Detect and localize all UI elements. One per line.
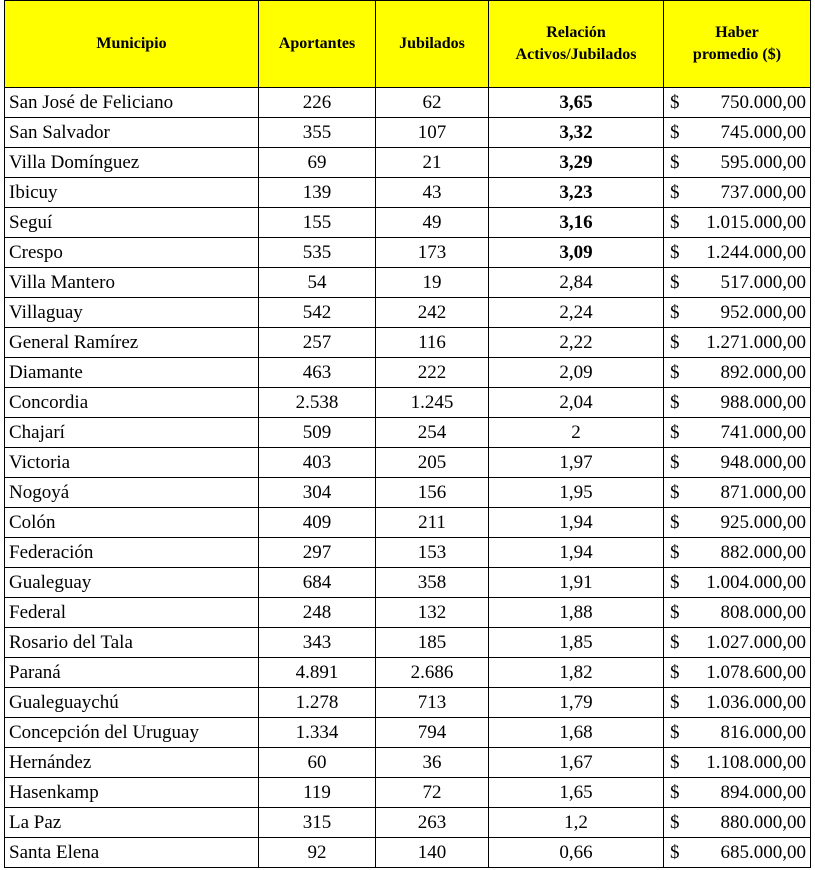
haber-amount: 745.000,00 <box>720 121 806 143</box>
table-row <box>5 538 811 568</box>
cell-aportantes: 4.891 <box>259 658 376 688</box>
cell-aportantes: 1.334 <box>259 718 376 748</box>
currency-symbol: $ <box>670 811 680 833</box>
currency-symbol: $ <box>670 661 680 683</box>
haber-value-wrap <box>670 212 806 234</box>
table-header <box>5 1 811 88</box>
cell-municipio: Crespo <box>5 238 259 268</box>
cell-relacion: 2 <box>489 418 664 448</box>
header-jubilados: Jubilados <box>376 1 489 88</box>
haber-value-wrap <box>670 512 806 534</box>
cell-jubilados: 116 <box>376 328 489 358</box>
cell-relacion: 3,23 <box>489 178 664 208</box>
table-row <box>5 808 811 838</box>
header-haber <box>664 1 811 88</box>
cell-municipio: Victoria <box>5 448 259 478</box>
haber-value-wrap <box>670 362 806 384</box>
haber-amount: 1.078.600,00 <box>706 661 806 683</box>
cell-aportantes: 304 <box>259 478 376 508</box>
cell-jubilados: 211 <box>376 508 489 538</box>
cell-aportantes: 403 <box>259 448 376 478</box>
cell-municipio: Colón <box>5 508 259 538</box>
cell-relacion: 1,85 <box>489 628 664 658</box>
table-body <box>5 88 811 868</box>
cell-jubilados: 153 <box>376 538 489 568</box>
cell-aportantes: 257 <box>259 328 376 358</box>
header-municipio: Municipio <box>5 1 259 88</box>
currency-symbol: $ <box>670 331 680 353</box>
cell-jubilados: 205 <box>376 448 489 478</box>
cell-haber <box>664 118 811 148</box>
table-row <box>5 448 811 478</box>
cell-jubilados: 173 <box>376 238 489 268</box>
cell-haber <box>664 178 811 208</box>
haber-value-wrap <box>670 392 806 414</box>
header-haber-line1: Haber <box>715 24 759 41</box>
haber-amount: 871.000,00 <box>720 481 806 503</box>
cell-municipio: Nogoyá <box>5 478 259 508</box>
table-row <box>5 268 811 298</box>
haber-amount: 1.271.000,00 <box>706 331 806 353</box>
retirement-ratio-table <box>4 0 811 868</box>
currency-symbol: $ <box>670 841 680 863</box>
table-row <box>5 658 811 688</box>
cell-municipio: General Ramírez <box>5 328 259 358</box>
haber-amount: 894.000,00 <box>720 781 806 803</box>
cell-aportantes: 92 <box>259 838 376 868</box>
cell-municipio: San Salvador <box>5 118 259 148</box>
cell-relacion: 1,65 <box>489 778 664 808</box>
haber-amount: 595.000,00 <box>720 151 806 173</box>
table-row <box>5 628 811 658</box>
cell-jubilados: 43 <box>376 178 489 208</box>
haber-amount: 685.000,00 <box>720 841 806 863</box>
cell-jubilados: 132 <box>376 598 489 628</box>
currency-symbol: $ <box>670 721 680 743</box>
haber-value-wrap <box>670 422 806 444</box>
cell-haber <box>664 388 811 418</box>
header-relacion-line2: Activos/Jubilados <box>515 46 637 63</box>
header-relacion <box>489 1 664 88</box>
cell-municipio: San José de Feliciano <box>5 88 259 118</box>
cell-haber <box>664 748 811 778</box>
table-row <box>5 118 811 148</box>
cell-aportantes: 54 <box>259 268 376 298</box>
cell-haber <box>664 778 811 808</box>
cell-haber <box>664 358 811 388</box>
table-row <box>5 388 811 418</box>
currency-symbol: $ <box>670 271 680 293</box>
cell-aportantes: 684 <box>259 568 376 598</box>
cell-jubilados: 36 <box>376 748 489 778</box>
haber-amount: 1.244.000,00 <box>706 241 806 263</box>
currency-symbol: $ <box>670 391 680 413</box>
cell-jubilados: 242 <box>376 298 489 328</box>
cell-jubilados: 49 <box>376 208 489 238</box>
cell-aportantes: 60 <box>259 748 376 778</box>
currency-symbol: $ <box>670 151 680 173</box>
cell-haber <box>664 508 811 538</box>
currency-symbol: $ <box>670 181 680 203</box>
haber-amount: 1.015.000,00 <box>706 211 806 233</box>
cell-aportantes: 409 <box>259 508 376 538</box>
cell-relacion: 1,2 <box>489 808 664 838</box>
haber-amount: 808.000,00 <box>720 601 806 623</box>
cell-haber <box>664 418 811 448</box>
haber-value-wrap <box>670 242 806 264</box>
haber-value-wrap <box>670 782 806 804</box>
cell-relacion: 1,95 <box>489 478 664 508</box>
cell-municipio: Villaguay <box>5 298 259 328</box>
table-row <box>5 598 811 628</box>
cell-relacion: 2,04 <box>489 388 664 418</box>
currency-symbol: $ <box>670 631 680 653</box>
cell-haber <box>664 808 811 838</box>
currency-symbol: $ <box>670 91 680 113</box>
cell-jubilados: 62 <box>376 88 489 118</box>
cell-relacion: 2,24 <box>489 298 664 328</box>
haber-value-wrap <box>670 92 806 114</box>
haber-amount: 948.000,00 <box>720 451 806 473</box>
cell-relacion: 1,82 <box>489 658 664 688</box>
cell-relacion: 3,29 <box>489 148 664 178</box>
cell-relacion: 1,79 <box>489 688 664 718</box>
currency-symbol: $ <box>670 541 680 563</box>
cell-relacion: 1,67 <box>489 748 664 778</box>
cell-jubilados: 254 <box>376 418 489 448</box>
haber-amount: 741.000,00 <box>720 421 806 443</box>
table-row <box>5 748 811 778</box>
haber-value-wrap <box>670 602 806 624</box>
table-row <box>5 328 811 358</box>
cell-aportantes: 155 <box>259 208 376 238</box>
cell-haber <box>664 298 811 328</box>
cell-aportantes: 355 <box>259 118 376 148</box>
cell-relacion: 2,22 <box>489 328 664 358</box>
cell-municipio: Chajarí <box>5 418 259 448</box>
cell-aportantes: 315 <box>259 808 376 838</box>
cell-jubilados: 1.245 <box>376 388 489 418</box>
cell-municipio: Federación <box>5 538 259 568</box>
cell-municipio: Federal <box>5 598 259 628</box>
cell-haber <box>664 208 811 238</box>
cell-aportantes: 297 <box>259 538 376 568</box>
cell-relacion: 3,09 <box>489 238 664 268</box>
cell-municipio: Ibicuy <box>5 178 259 208</box>
cell-jubilados: 713 <box>376 688 489 718</box>
cell-municipio: Santa Elena <box>5 838 259 868</box>
cell-aportantes: 139 <box>259 178 376 208</box>
cell-haber <box>664 268 811 298</box>
haber-amount: 952.000,00 <box>720 301 806 323</box>
cell-municipio: Hasenkamp <box>5 778 259 808</box>
cell-jubilados: 21 <box>376 148 489 178</box>
currency-symbol: $ <box>670 121 680 143</box>
haber-amount: 882.000,00 <box>720 541 806 563</box>
haber-amount: 1.027.000,00 <box>706 631 806 653</box>
currency-symbol: $ <box>670 451 680 473</box>
cell-haber <box>664 598 811 628</box>
haber-value-wrap <box>670 272 806 294</box>
haber-amount: 892.000,00 <box>720 361 806 383</box>
currency-symbol: $ <box>670 241 680 263</box>
haber-value-wrap <box>670 812 806 834</box>
haber-amount: 880.000,00 <box>720 811 806 833</box>
haber-amount: 737.000,00 <box>720 181 806 203</box>
cell-haber <box>664 688 811 718</box>
haber-amount: 750.000,00 <box>720 91 806 113</box>
haber-amount: 988.000,00 <box>720 391 806 413</box>
haber-value-wrap <box>670 482 806 504</box>
haber-value-wrap <box>670 752 806 774</box>
haber-value-wrap <box>670 302 806 324</box>
cell-relacion: 1,88 <box>489 598 664 628</box>
cell-jubilados: 222 <box>376 358 489 388</box>
cell-aportantes: 463 <box>259 358 376 388</box>
cell-municipio: Seguí <box>5 208 259 238</box>
header-haber-line2: promedio ($) <box>692 46 782 63</box>
haber-amount: 517.000,00 <box>720 271 806 293</box>
cell-relacion: 1,94 <box>489 508 664 538</box>
cell-aportantes: 542 <box>259 298 376 328</box>
cell-jubilados: 140 <box>376 838 489 868</box>
table-row <box>5 88 811 118</box>
haber-value-wrap <box>670 152 806 174</box>
currency-symbol: $ <box>670 421 680 443</box>
haber-value-wrap <box>670 332 806 354</box>
currency-symbol: $ <box>670 211 680 233</box>
cell-haber <box>664 148 811 178</box>
haber-value-wrap <box>670 662 806 684</box>
cell-relacion: 1,94 <box>489 538 664 568</box>
haber-value-wrap <box>670 542 806 564</box>
cell-municipio: Concepción del Uruguay <box>5 718 259 748</box>
cell-jubilados: 2.686 <box>376 658 489 688</box>
cell-aportantes: 248 <box>259 598 376 628</box>
table-row <box>5 418 811 448</box>
cell-haber <box>664 448 811 478</box>
currency-symbol: $ <box>670 601 680 623</box>
haber-value-wrap <box>670 692 806 714</box>
table-row <box>5 778 811 808</box>
header-row <box>5 1 811 88</box>
cell-aportantes: 343 <box>259 628 376 658</box>
currency-symbol: $ <box>670 691 680 713</box>
cell-haber <box>664 628 811 658</box>
currency-symbol: $ <box>670 751 680 773</box>
haber-amount: 816.000,00 <box>720 721 806 743</box>
cell-haber <box>664 328 811 358</box>
cell-municipio: Diamante <box>5 358 259 388</box>
cell-municipio: La Paz <box>5 808 259 838</box>
cell-haber <box>664 538 811 568</box>
haber-amount: 925.000,00 <box>720 511 806 533</box>
cell-jubilados: 19 <box>376 268 489 298</box>
haber-value-wrap <box>670 122 806 144</box>
cell-relacion: 0,66 <box>489 838 664 868</box>
currency-symbol: $ <box>670 361 680 383</box>
cell-jubilados: 72 <box>376 778 489 808</box>
cell-municipio: Gualeguay <box>5 568 259 598</box>
table-row <box>5 718 811 748</box>
cell-municipio: Hernández <box>5 748 259 778</box>
cell-relacion: 1,97 <box>489 448 664 478</box>
cell-jubilados: 107 <box>376 118 489 148</box>
currency-symbol: $ <box>670 571 680 593</box>
header-relacion-line1: Relación <box>546 24 606 41</box>
haber-value-wrap <box>670 722 806 744</box>
haber-value-wrap <box>670 572 806 594</box>
haber-value-wrap <box>670 632 806 654</box>
cell-aportantes: 226 <box>259 88 376 118</box>
haber-value-wrap <box>670 182 806 204</box>
table-row <box>5 478 811 508</box>
haber-value-wrap <box>670 452 806 474</box>
cell-municipio: Villa Domínguez <box>5 148 259 178</box>
cell-aportantes: 535 <box>259 238 376 268</box>
cell-municipio: Rosario del Tala <box>5 628 259 658</box>
cell-municipio: Paraná <box>5 658 259 688</box>
table-row <box>5 148 811 178</box>
cell-haber <box>664 838 811 868</box>
table-row <box>5 838 811 868</box>
cell-aportantes: 509 <box>259 418 376 448</box>
cell-aportantes: 69 <box>259 148 376 178</box>
cell-jubilados: 185 <box>376 628 489 658</box>
haber-amount: 1.004.000,00 <box>706 571 806 593</box>
cell-jubilados: 156 <box>376 478 489 508</box>
table-row <box>5 358 811 388</box>
table-row <box>5 178 811 208</box>
currency-symbol: $ <box>670 511 680 533</box>
header-aportantes: Aportantes <box>259 1 376 88</box>
table-row <box>5 208 811 238</box>
currency-symbol: $ <box>670 481 680 503</box>
cell-relacion: 1,91 <box>489 568 664 598</box>
cell-relacion: 2,84 <box>489 268 664 298</box>
cell-jubilados: 358 <box>376 568 489 598</box>
table-row <box>5 688 811 718</box>
cell-haber <box>664 718 811 748</box>
cell-relacion: 1,68 <box>489 718 664 748</box>
currency-symbol: $ <box>670 781 680 803</box>
cell-aportantes: 119 <box>259 778 376 808</box>
table-row <box>5 568 811 598</box>
table-row <box>5 298 811 328</box>
table-row <box>5 238 811 268</box>
haber-amount: 1.036.000,00 <box>706 691 806 713</box>
cell-aportantes: 1.278 <box>259 688 376 718</box>
cell-jubilados: 794 <box>376 718 489 748</box>
cell-haber <box>664 88 811 118</box>
cell-relacion: 3,65 <box>489 88 664 118</box>
cell-aportantes: 2.538 <box>259 388 376 418</box>
cell-haber <box>664 238 811 268</box>
cell-municipio: Concordia <box>5 388 259 418</box>
cell-haber <box>664 478 811 508</box>
table-row <box>5 508 811 538</box>
cell-relacion: 2,09 <box>489 358 664 388</box>
haber-value-wrap <box>670 842 806 864</box>
currency-symbol: $ <box>670 301 680 323</box>
cell-municipio: Gualeguaychú <box>5 688 259 718</box>
cell-jubilados: 263 <box>376 808 489 838</box>
cell-relacion: 3,16 <box>489 208 664 238</box>
cell-haber <box>664 568 811 598</box>
haber-amount: 1.108.000,00 <box>706 751 806 773</box>
cell-municipio: Villa Mantero <box>5 268 259 298</box>
cell-haber <box>664 658 811 688</box>
cell-relacion: 3,32 <box>489 118 664 148</box>
